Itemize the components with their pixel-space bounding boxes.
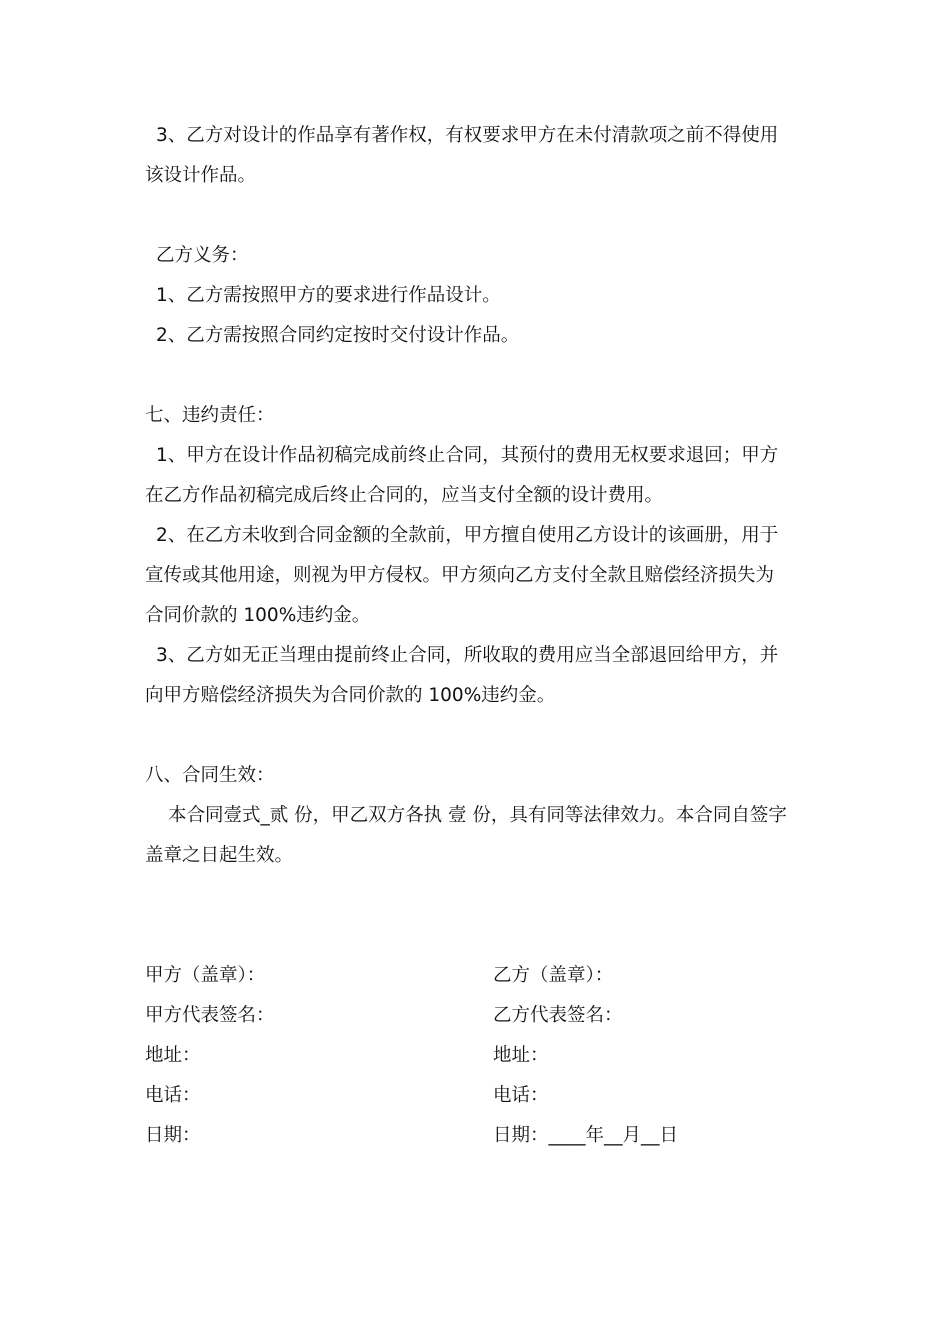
party-b-phone-label: 电话：: [493, 1085, 549, 1106]
clause7-item2-line1: 2、在乙方未收到合同金额的全款前，甲方擅自使用乙方设计的该画册，用于: [156, 525, 779, 546]
party-a-phone-label: 电话：: [145, 1085, 201, 1106]
clause8-body-line2: 盖章之日起生效。: [145, 845, 294, 866]
party-a-rep-label: 甲方代表签名：: [145, 1005, 275, 1026]
clause8-heading: 八、合同生效：: [145, 765, 275, 786]
clause6-item3-line1: 3、乙方对设计的作品享有著作权，有权要求甲方在未付清款项之前不得使用: [156, 125, 779, 146]
clause7-item2-line2: 宣传或其他用途，则视为甲方侵权。甲方须向乙方支付全款且赔偿经济损失为: [145, 565, 775, 586]
party-a-date-label: 日期：: [145, 1125, 201, 1146]
clause7-item3-line1: 3、乙方如无正当理由提前终止合同，所收取的费用应当全部退回给甲方，并: [156, 645, 779, 666]
party-b-address-label: 地址：: [493, 1045, 549, 1066]
party-b-duty-1: 1、乙方需按照甲方的要求进行作品设计。: [156, 285, 501, 306]
party-b-seal-label: 乙方（盖章）：: [493, 965, 614, 986]
party-b-duties-heading: 乙方义务：: [156, 245, 249, 266]
clause7-heading: 七、违约责任：: [145, 405, 275, 426]
party-a-seal-label: 甲方（盖章）：: [145, 965, 266, 986]
clause7-item2-line3: 合同价款的 100%违约金。: [145, 605, 371, 626]
clause6-item3-line2: 该设计作品。: [145, 165, 257, 186]
clause7-item1-line1: 1、甲方在设计作品初稿完成前终止合同，其预付的费用无权要求退回；甲方: [156, 445, 779, 466]
clause7-item3-line2: 向甲方赔偿经济损失为合同价款的 100%违约金。: [145, 685, 556, 706]
clause7-item1-line2: 在乙方作品初稿完成后终止合同的，应当支付全额的设计费用。: [145, 485, 664, 506]
clause8-body-line1: 本合同壹式_贰 份，甲乙双方各执 壹 份，具有同等法律效力。本合同自签字: [168, 805, 787, 826]
party-b-duty-2: 2、乙方需按照合同约定按时交付设计作品。: [156, 325, 520, 346]
party-b-date-label: 日期：____年__月__日: [493, 1125, 679, 1146]
party-b-rep-label: 乙方代表签名：: [493, 1005, 623, 1026]
party-a-address-label: 地址：: [145, 1045, 201, 1066]
